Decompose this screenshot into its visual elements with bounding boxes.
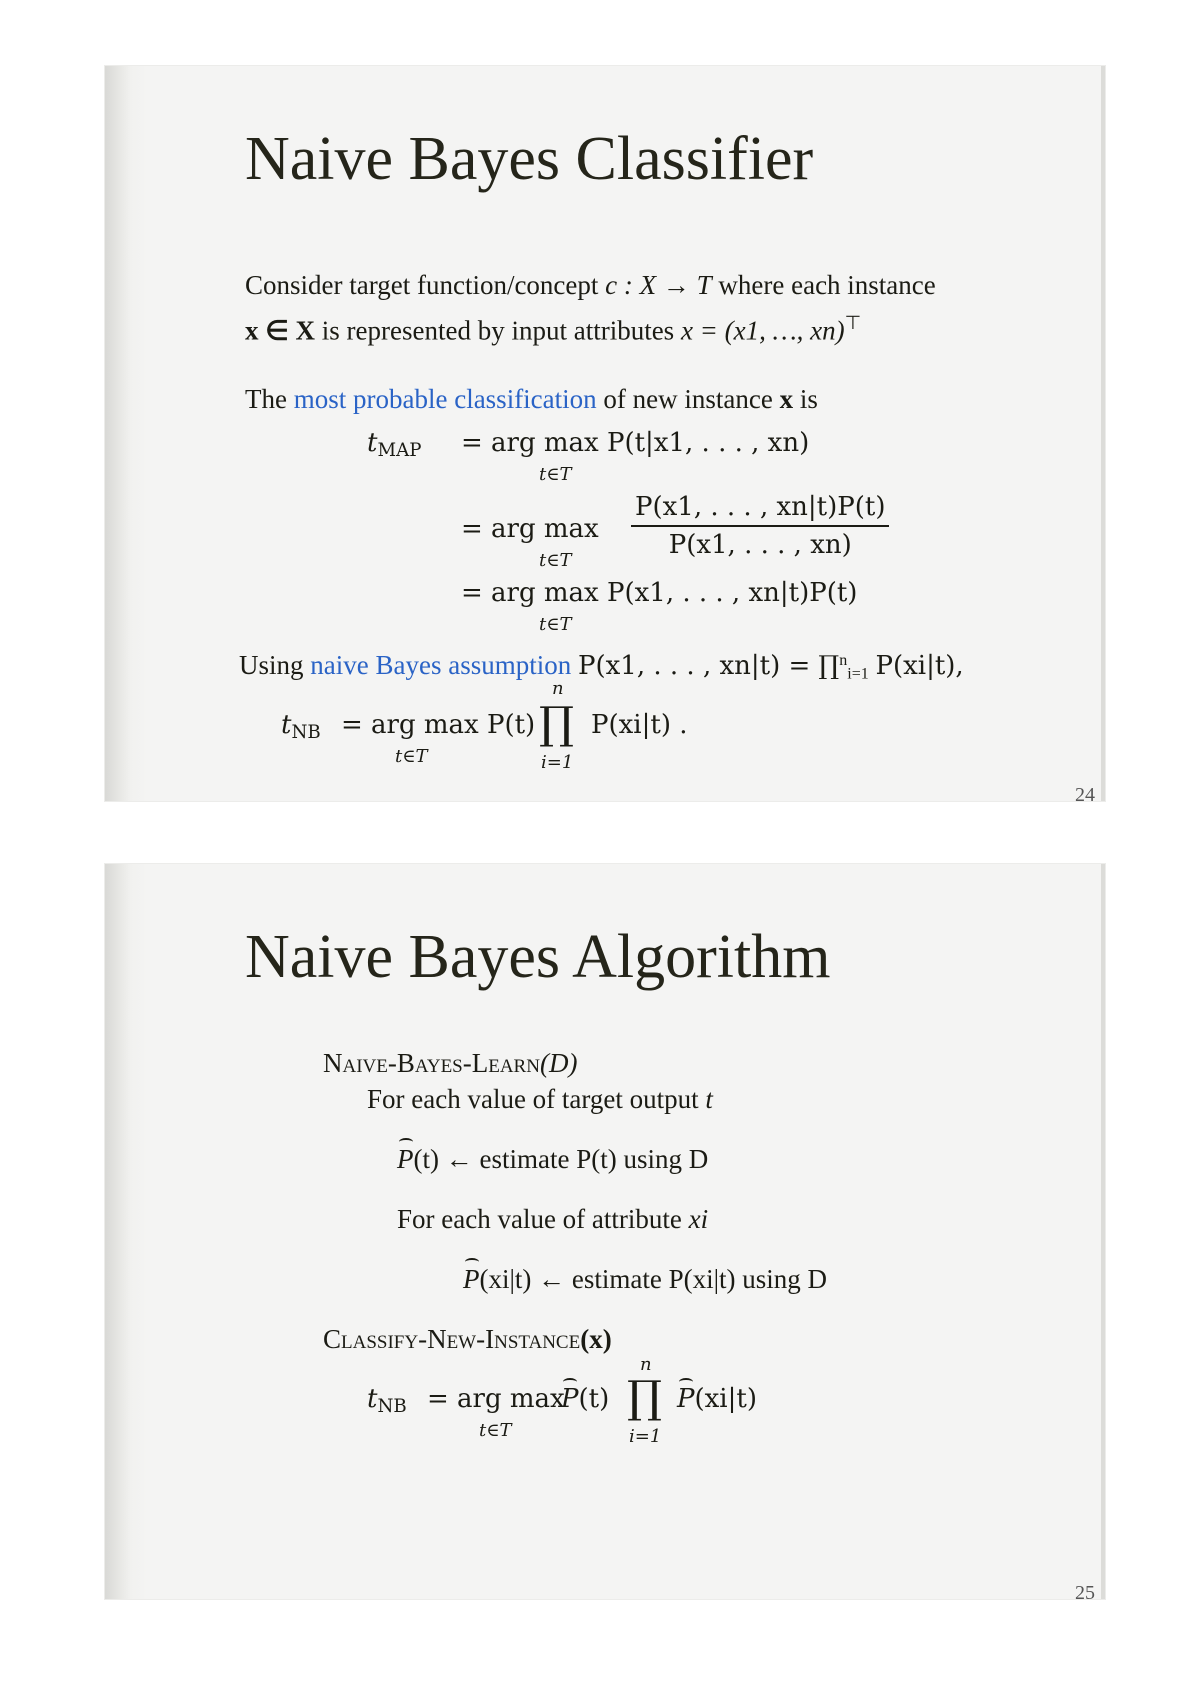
intro-line-1 (245, 270, 936, 301)
assumption-math: P(x1, . . . , xn|t) = ∏ (577, 651, 840, 681)
slide-naive-bayes-algorithm (105, 864, 1105, 1599)
nb-subscript: NB (291, 722, 321, 744)
slide-title: Naive Bayes Classifier (245, 125, 814, 193)
for-attr-line (397, 1204, 708, 1235)
p-hat-prior (561, 1384, 609, 1414)
p-hat-symbol: P (463, 1264, 480, 1294)
prod-lower: i=1 (847, 665, 869, 683)
estimate-likelihood-text: (xi|t) ← estimate P(xi|t) using D (479, 1264, 828, 1294)
t-symbol: t (367, 1384, 378, 1414)
mpc-suffix: of new instance (603, 384, 773, 414)
learn-name: Naive-Bayes-Learn (323, 1048, 540, 1078)
product-lower-limit: i=1 (629, 1426, 662, 1447)
prod-upper: n (839, 652, 848, 670)
mpc-prefix: The (245, 384, 287, 414)
for-attr-text: For each value of attribute (397, 1204, 682, 1234)
product-lower-limit: i=1 (541, 752, 574, 773)
classify-arg: (x) (580, 1324, 612, 1354)
prior-arg: (t) (578, 1384, 610, 1414)
p-hat-likelihood (677, 1384, 757, 1414)
product-symbol: ∏ (539, 698, 575, 749)
fraction-body (631, 492, 889, 560)
mpc-highlight: most probable classification (293, 384, 597, 414)
fraction-denominator: P(x1, . . . , xn) (668, 530, 852, 560)
assumption-math-end: P(xi|t), (875, 651, 964, 681)
product-upper-limit: n (552, 678, 564, 699)
mpc-x: x (779, 384, 794, 414)
t-map-lhs (367, 428, 421, 461)
t-nb-lhs (281, 710, 321, 743)
transpose-mark: ⊤ (844, 313, 862, 334)
nb-subscript: NB (377, 1396, 407, 1418)
t-nb-argmax: = arg max P(t) (341, 710, 536, 740)
intro-math: c : X → T (605, 270, 712, 300)
argmax-under-1: t∈T (539, 464, 572, 485)
p-hat-symbol: P (397, 1144, 414, 1174)
equation-row-3: = arg max P(x1, . . . , xn|t)P(t) (461, 578, 858, 608)
argmax-under: t∈T (479, 1420, 512, 1441)
t-symbol: t (367, 428, 378, 458)
target-var: t (705, 1084, 713, 1114)
p-hat-symbol: P (677, 1384, 695, 1414)
t-nb-end: P(xi|t) . (591, 710, 688, 740)
intro-text: Consider target function/concept (245, 270, 599, 300)
estimate-likelihood-line (463, 1264, 827, 1295)
slide-title: Naive Bayes Algorithm (245, 923, 831, 991)
equation-row-2: = arg max (461, 514, 599, 544)
mpc-is: is (799, 384, 818, 414)
classify-name: Classify-New-Instance (323, 1324, 581, 1354)
attr-var: xi (688, 1204, 709, 1234)
mpc-line (245, 384, 818, 415)
page-number: 24 (1075, 784, 1095, 801)
likelihood-arg: (xi|t) (694, 1384, 757, 1414)
naive-assumption-highlight: naive Bayes assumption (310, 650, 572, 680)
product-symbol: ∏ (627, 1372, 663, 1423)
represented-text: is represented by input attributes (321, 315, 675, 346)
product-upper-limit: n (640, 1354, 652, 1375)
argmax-under-3: t∈T (539, 614, 572, 635)
instance-symbol: x ∈ X (245, 315, 316, 346)
estimate-prior-line (397, 1144, 708, 1175)
naive-assumption-line (239, 650, 964, 683)
intro-text-end: where each instance (718, 270, 936, 300)
using-text: Using (239, 650, 304, 680)
map-subscript: MAP (377, 440, 422, 462)
attribute-vector: x = (x1, …, xn) (680, 315, 845, 346)
learn-procedure (323, 1048, 577, 1079)
learn-arg: (D) (539, 1048, 578, 1078)
intro-line-2 (245, 312, 861, 346)
argmax-under-2: t∈T (539, 550, 572, 571)
equation-row-1: = arg max P(t|x1, . . . , xn) (461, 428, 810, 458)
t-nb-lhs (367, 1384, 407, 1417)
argmax-under-nb: t∈T (395, 746, 428, 767)
for-target-text: For each value of target output (367, 1084, 699, 1114)
t-symbol: t (281, 710, 292, 740)
p-hat-symbol: P (561, 1384, 579, 1414)
classify-procedure (323, 1324, 612, 1355)
slide-naive-bayes-classifier (105, 66, 1105, 801)
page-number: 25 (1075, 1582, 1095, 1599)
estimate-prior-text: (t) ← estimate P(t) using D (413, 1144, 709, 1174)
t-nb-argmax: = arg max (427, 1384, 565, 1414)
for-target-line (367, 1084, 713, 1115)
fraction-numerator: P(x1, . . . , xn|t)P(t) (631, 492, 889, 527)
fraction (631, 492, 889, 560)
